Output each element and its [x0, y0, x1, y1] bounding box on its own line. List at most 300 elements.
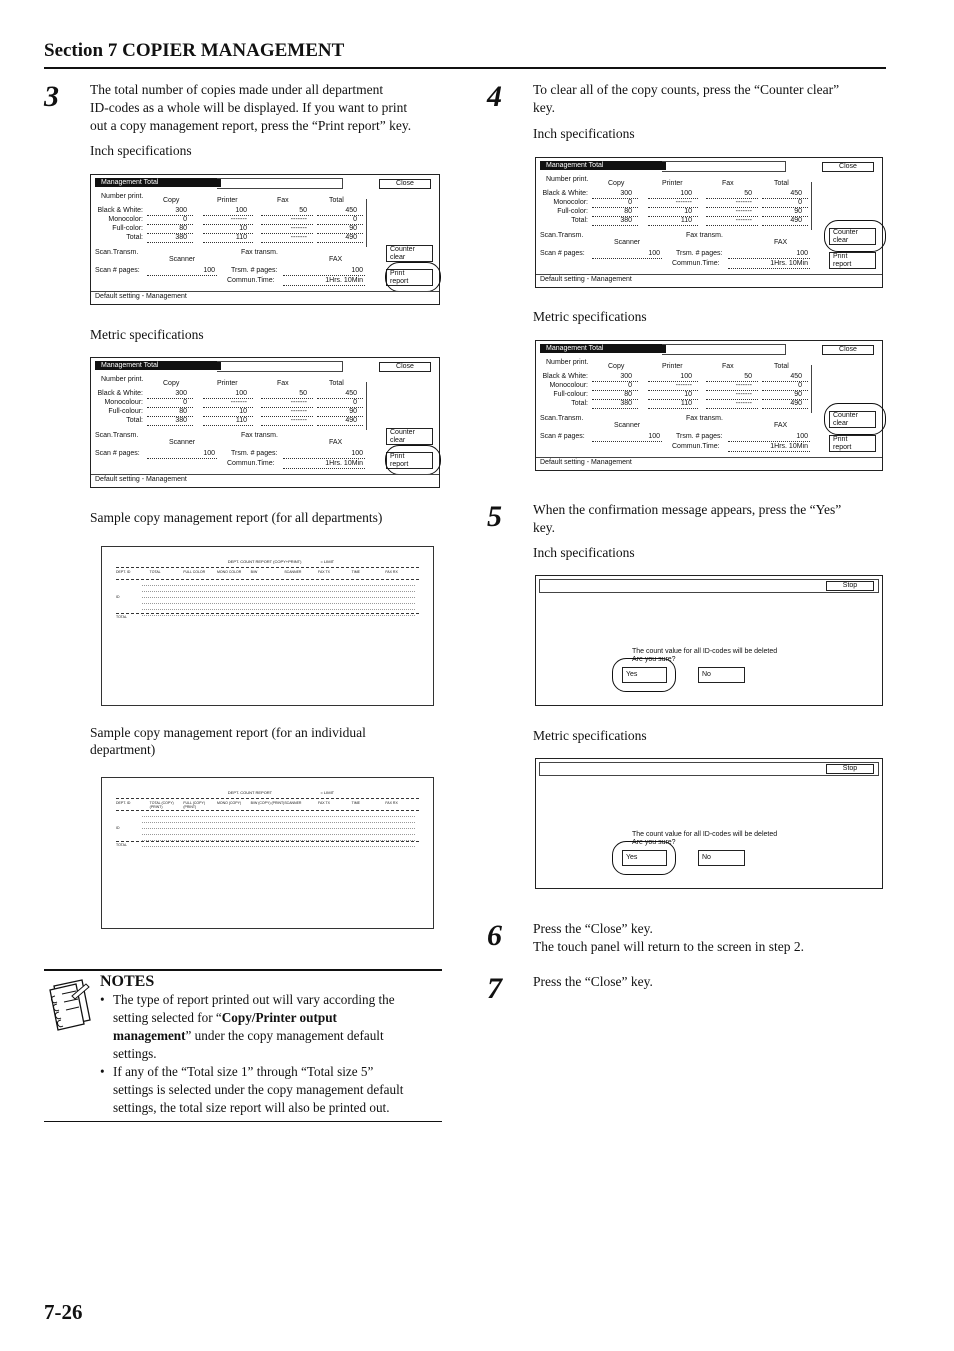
row-mono-copy-value: 0 — [628, 199, 632, 206]
no-button[interactable]: No — [698, 850, 745, 866]
step-4-metric-label: Metric specifications — [533, 309, 647, 324]
row-total-printer-value: 110 — [680, 217, 692, 224]
row-total-copy-dotline — [147, 425, 193, 426]
report-legend: = LIMIT — [320, 790, 335, 795]
stop-button[interactable]: Stop — [826, 764, 874, 774]
commun-time-label: Commun.Time: — [672, 443, 720, 450]
management-total-panel-metric-step3 — [90, 357, 440, 488]
row-total-fax-value: ------- — [290, 234, 307, 241]
row-total-printer-dotline — [203, 425, 253, 426]
counter-clear-button[interactable] — [386, 245, 433, 262]
row-total-copy-value: 380 — [620, 217, 632, 224]
row-mono-label: Monocolour: — [104, 399, 143, 406]
commun-time-value: 1Hrs. 10Min — [770, 443, 808, 450]
row-total-total-dotline — [317, 425, 363, 426]
report-column-header: FAX TX — [318, 570, 330, 574]
scan-pages-label: Scan # pages: — [540, 250, 585, 257]
row-total-fax-dotline — [706, 408, 758, 409]
row-mono-total-value: 0 — [798, 199, 802, 206]
row-mono-copy-value: 0 — [183, 216, 187, 223]
report-columns-rule — [116, 579, 419, 580]
step-4-text — [533, 81, 839, 117]
notes-title: NOTES — [100, 973, 155, 990]
sample-individual-label-line-1: Sample copy management report (for an individual — [90, 725, 366, 740]
row-bw-fax-value: 50 — [299, 390, 307, 397]
counter-clear-highlight — [824, 403, 886, 435]
row-mono-printer-value: ------- — [230, 216, 247, 223]
step-5-text — [533, 501, 841, 537]
commun-time-dotline — [283, 468, 365, 469]
report-data-row — [142, 585, 415, 586]
report-column-header: TOTAL (COPY) (PRINT) — [149, 801, 174, 809]
row-bw-fax-value: 50 — [299, 207, 307, 214]
notes-bottom-rule — [44, 1121, 442, 1122]
sample-individual-label-line-2: department) — [90, 742, 156, 757]
counter-clear-line-2: clear — [833, 237, 849, 244]
row-total-printer-dotline — [203, 242, 253, 243]
counter-clear-line-1: Counter — [833, 412, 858, 419]
notes-top-rule — [44, 969, 442, 971]
counter-clear-line-2: clear — [833, 420, 849, 427]
confirm-message: The count value for all ID-codes will be deleted — [632, 648, 778, 655]
title-bar-extension — [662, 344, 786, 355]
report-column-header: B/W (COPY) (PRINT) — [250, 801, 285, 805]
row-mono-label: Monocolor: — [108, 216, 143, 223]
print-report-line-1: Print — [390, 270, 405, 277]
scan-pages-label: Scan # pages: — [95, 450, 140, 457]
commun-time-dotline — [283, 285, 365, 286]
scan-pages-dotline — [147, 458, 217, 459]
col-printer: Printer — [662, 180, 683, 187]
report-data-row — [142, 834, 415, 835]
step-4-inch-label: Inch specifications — [533, 126, 635, 141]
row-bw-printer-value: 100 — [680, 373, 692, 380]
notes-b1-line-2 — [113, 1009, 445, 1027]
number-print-label: Number print. — [546, 176, 589, 183]
yes-button[interactable]: Yes — [622, 667, 667, 683]
step-4-number: 4 — [487, 80, 502, 113]
notes-bullet-2 — [100, 1063, 445, 1117]
row-mono-total-value: 0 — [353, 399, 357, 406]
row-full-printer-value: 10 — [684, 208, 692, 215]
report-column-header: SCANNER — [284, 801, 302, 805]
stop-button[interactable]: Stop — [826, 581, 874, 591]
trsm-pages-dotline — [283, 458, 365, 459]
row-total-printer-dotline — [648, 225, 698, 226]
row-mono-fax-value: ------- — [290, 216, 307, 223]
trsm-pages-label: Trsm. # pages: — [676, 433, 723, 440]
report-column-header: MONO (COPY) — [217, 801, 242, 805]
row-full-total-value: 90 — [349, 225, 357, 232]
fax-label: FAX — [774, 422, 788, 429]
print-report-button[interactable] — [829, 435, 876, 452]
row-bw-copy-value: 300 — [620, 373, 632, 380]
step-3-metric-label: Metric specifications — [90, 327, 204, 342]
management-total-panel-inch-step4 — [535, 157, 883, 288]
close-button[interactable]: Close — [379, 179, 431, 189]
print-report-line-2: report — [390, 461, 409, 468]
report-total-label: TOTAL — [116, 843, 127, 847]
row-total-label: Total: — [126, 234, 143, 241]
print-report-line-1: Print — [390, 453, 405, 460]
row-bw-printer-value: 100 — [680, 190, 692, 197]
row-total-total-dotline — [317, 242, 363, 243]
title-bar-extension — [662, 161, 786, 172]
management-total-panel-inch-step3 — [90, 174, 440, 305]
row-total-fax-value: ------- — [735, 217, 752, 224]
fax-transm-label: Fax transm. — [241, 432, 278, 439]
report-row-label: ID — [116, 826, 120, 830]
report-heading: DEPT. COUNT REPORT (COPY+PRINT) — [227, 559, 302, 564]
row-bw-label: Black & White: — [542, 373, 588, 380]
print-report-button[interactable] — [829, 252, 876, 269]
col-total: Total — [774, 363, 789, 370]
row-total-copy-value: 380 — [620, 400, 632, 407]
fax-transm-label: Fax transm. — [241, 249, 278, 256]
row-full-fax-value: ------- — [290, 408, 307, 415]
footer-divider — [91, 291, 439, 292]
scan-pages-dotline — [147, 275, 217, 276]
scanner-label: Scanner — [169, 256, 196, 263]
row-full-printer-value: 10 — [239, 408, 247, 415]
row-mono-fax-value: ------- — [290, 399, 307, 406]
notes-b2-line-1: If any of the “Total size 1” through “Total size 5” — [113, 1064, 374, 1079]
row-total-fax-value: ------- — [735, 400, 752, 407]
close-button[interactable]: Close — [822, 345, 874, 355]
row-mono-label: Monocolour: — [549, 382, 588, 389]
report-column-header: FAX TX — [318, 801, 330, 805]
fax-label: FAX — [329, 439, 343, 446]
footer-label: Default setting - Management — [540, 276, 632, 283]
notes-b2-line-3: settings, the total size report will also be printed out. — [113, 1100, 390, 1115]
row-total-total-value: 490 — [790, 217, 802, 224]
step-3-line-1: The total number of copies made under all department — [90, 82, 384, 97]
trsm-pages-value: 100 — [796, 250, 808, 257]
row-mono-total-value: 0 — [353, 216, 357, 223]
number-print-label: Number print. — [101, 193, 144, 200]
row-full-copy-value: 80 — [624, 391, 632, 398]
col-total: Total — [774, 180, 789, 187]
row-mono-printer-value: ------- — [230, 399, 247, 406]
title-bar-extension — [217, 178, 343, 189]
col-fax: Fax — [722, 180, 734, 187]
report-column-header: TIME — [351, 801, 361, 805]
footer-divider — [91, 474, 439, 475]
print-report-line-2: report — [833, 261, 852, 268]
step-6-number: 6 — [487, 919, 502, 952]
footer-label: Default setting - Management — [95, 293, 187, 300]
row-full-label: Full-colour: — [108, 408, 143, 415]
row-full-label: Full-color: — [557, 208, 588, 215]
row-bw-label: Black & White: — [97, 207, 143, 214]
footer-label: Default setting - Management — [95, 476, 187, 483]
row-bw-copy-value: 300 — [175, 390, 187, 397]
step-3-inch-label: Inch specifications — [90, 143, 192, 158]
report-column-header: TIME — [351, 570, 361, 574]
notes-b1-line-4: settings. — [113, 1046, 157, 1061]
row-full-copy-value: 80 — [179, 408, 187, 415]
fax-label: FAX — [774, 239, 788, 246]
yes-highlight — [612, 841, 676, 875]
row-total-copy-dotline — [592, 408, 638, 409]
step-5-number: 5 — [487, 500, 502, 533]
report-total-rule — [116, 613, 419, 614]
report-data-row — [142, 603, 415, 604]
commun-time-value: 1Hrs. 10Min — [325, 277, 363, 284]
counter-clear-button[interactable] — [386, 428, 433, 445]
step-3-text — [90, 81, 411, 135]
report-column-header: FULL (COPY) (PRINT) — [183, 801, 205, 809]
col-fax: Fax — [277, 197, 289, 204]
row-bw-printer-value: 100 — [235, 390, 247, 397]
row-bw-total-value: 450 — [790, 190, 802, 197]
confirm-message: The count value for all ID-codes will be deleted — [632, 831, 778, 838]
header-rule — [44, 67, 886, 69]
number-print-label: Number print. — [546, 359, 589, 366]
report-header-rule — [116, 567, 419, 568]
step-3-number: 3 — [44, 80, 59, 113]
column-divider — [366, 199, 367, 247]
commun-time-label: Commun.Time: — [227, 460, 275, 467]
step-5-line-1: When the confirmation message appears, press the “Yes” — [533, 502, 842, 517]
row-total-fax-value: ------- — [290, 417, 307, 424]
scan-transm-label: Scan.Transm. — [95, 249, 139, 256]
report-row-label: ID — [116, 595, 120, 599]
row-full-total-value: 90 — [794, 208, 802, 215]
scan-transm-label: Scan.Transm. — [540, 415, 584, 422]
notes-b1-l2-bold: Copy/Printer output — [221, 1010, 337, 1025]
col-total: Total — [329, 380, 344, 387]
step-6-line-2: The touch panel will return to the screen in step 2. — [533, 939, 805, 954]
col-copy: Copy — [608, 363, 625, 370]
bullet-glyph: • — [100, 1064, 105, 1079]
counter-clear-line-1: Counter — [390, 429, 415, 436]
row-total-copy-dotline — [147, 242, 193, 243]
counter-clear-line-1: Counter — [390, 246, 415, 253]
report-data-row — [142, 591, 415, 592]
notes-bullet-1 — [100, 991, 445, 1063]
row-total-total-dotline — [762, 408, 808, 409]
confirm-delete-panel-metric — [535, 758, 883, 889]
scan-pages-label: Scan # pages: — [540, 433, 585, 440]
print-report-line-1: Print — [833, 436, 848, 443]
scan-pages-value: 100 — [648, 433, 660, 440]
row-full-label: Full-colour: — [553, 391, 588, 398]
scanner-label: Scanner — [614, 422, 641, 429]
report-total-label: TOTAL — [116, 615, 127, 620]
close-button[interactable]: Close — [379, 362, 431, 372]
row-full-printer-value: 10 — [239, 225, 247, 232]
trsm-pages-value: 100 — [796, 433, 808, 440]
col-printer: Printer — [217, 197, 238, 204]
page-number: 7-26 — [44, 1300, 83, 1324]
scan-pages-value: 100 — [203, 267, 215, 274]
title-bar-extension — [217, 361, 343, 372]
trsm-pages-dotline — [728, 258, 810, 259]
close-button[interactable]: Close — [822, 162, 874, 172]
report-data-row — [142, 816, 415, 817]
scan-pages-dotline — [592, 441, 662, 442]
report-column-header: FULL COLOR — [183, 570, 206, 574]
row-full-label: Full-color: — [112, 225, 143, 232]
report-data-row — [142, 846, 415, 847]
row-total-copy-dotline — [592, 225, 638, 226]
report-data-row — [142, 822, 415, 823]
scan-transm-label: Scan.Transm. — [540, 232, 584, 239]
bullet-glyph: • — [100, 992, 105, 1007]
row-bw-copy-value: 300 — [620, 190, 632, 197]
row-mono-printer-value: ------- — [675, 382, 692, 389]
fax-transm-label: Fax transm. — [686, 415, 723, 422]
scan-pages-value: 100 — [203, 450, 215, 457]
notes-list — [100, 991, 445, 1117]
row-bw-total-value: 450 — [345, 207, 357, 214]
step-5-line-2: key. — [533, 520, 555, 535]
print-report-line-2: report — [833, 444, 852, 451]
print-report-line-2: report — [390, 278, 409, 285]
report-data-row — [142, 609, 415, 610]
scanner-label: Scanner — [169, 439, 196, 446]
step-5-metric-label: Metric specifications — [533, 728, 647, 743]
commun-time-label: Commun.Time: — [672, 260, 720, 267]
counter-clear-line-1: Counter — [833, 229, 858, 236]
row-mono-copy-value: 0 — [183, 399, 187, 406]
column-divider — [811, 182, 812, 230]
step-3-line-3: out a copy management report, press the “Print report” key. — [90, 118, 412, 133]
row-total-copy-value: 380 — [175, 417, 187, 424]
notes-notepad-icon — [46, 976, 94, 1032]
footer-label: Default setting - Management — [540, 459, 632, 466]
number-print-label: Number print. — [101, 376, 144, 383]
step-6-text — [533, 920, 804, 956]
row-mono-copy-value: 0 — [628, 382, 632, 389]
report-column-header: DEPT. ID — [116, 570, 131, 574]
notes-b1-line-1: The type of report printed out will vary according the — [113, 992, 395, 1007]
report-data-row — [142, 828, 415, 829]
panel-title: Management Total — [540, 344, 666, 353]
report-data-row — [142, 615, 415, 616]
report-header-rule — [116, 798, 419, 799]
panel-title: Management Total — [540, 161, 666, 170]
row-total-total-value: 490 — [345, 417, 357, 424]
col-copy: Copy — [163, 197, 180, 204]
report-heading: DEPT. COUNT REPORT — [227, 790, 273, 795]
confirm-delete-panel-inch — [535, 575, 883, 706]
row-bw-printer-value: 100 — [235, 207, 247, 214]
sample-individual-label — [90, 724, 366, 758]
column-divider — [811, 365, 812, 413]
trsm-pages-dotline — [728, 441, 810, 442]
notes-b1-l3-bold: management — [113, 1028, 186, 1043]
col-printer: Printer — [217, 380, 238, 387]
scan-transm-label: Scan.Transm. — [95, 432, 139, 439]
row-total-total-value: 490 — [345, 234, 357, 241]
sample-all-label: Sample copy management report (for all departments) — [90, 510, 383, 525]
step-4-line-2: key. — [533, 100, 555, 115]
row-mono-total-value: 0 — [798, 382, 802, 389]
commun-time-label: Commun.Time: — [227, 277, 275, 284]
trsm-pages-value: 100 — [351, 267, 363, 274]
row-full-total-value: 90 — [794, 391, 802, 398]
row-total-label: Total: — [571, 217, 588, 224]
report-column-header: TOTAL — [149, 570, 161, 574]
fax-transm-label: Fax transm. — [686, 232, 723, 239]
yes-highlight — [612, 658, 676, 692]
row-total-label: Total: — [126, 417, 143, 424]
row-total-printer-dotline — [648, 408, 698, 409]
row-mono-fax-value: ------- — [735, 199, 752, 206]
col-copy: Copy — [163, 380, 180, 387]
col-fax: Fax — [722, 363, 734, 370]
report-column-header: FAX RX — [385, 801, 398, 805]
report-column-header: FAX RX — [385, 570, 398, 574]
row-bw-label: Black & White: — [542, 190, 588, 197]
row-total-label: Total: — [571, 400, 588, 407]
row-bw-label: Black & White: — [97, 390, 143, 397]
col-total: Total — [329, 197, 344, 204]
step-4-line-1: To clear all of the copy counts, press the “Counter clear” — [533, 82, 840, 97]
report-column-header: SCANNER — [284, 570, 302, 574]
row-bw-fax-value: 50 — [744, 373, 752, 380]
row-total-fax-dotline — [261, 242, 313, 243]
row-full-copy-value: 80 — [624, 208, 632, 215]
step-3-line-2: ID-codes as a whole will be displayed. If you want to print — [90, 100, 408, 115]
section-title: Section 7 COPIER MANAGEMENT — [44, 40, 345, 61]
panel-title: Management Total — [95, 178, 221, 187]
confirm-question: Are you sure? — [632, 839, 676, 846]
row-full-fax-value: ------- — [735, 208, 752, 215]
row-total-total-value: 490 — [790, 400, 802, 407]
no-button[interactable]: No — [698, 667, 745, 683]
trsm-pages-dotline — [283, 275, 365, 276]
counter-clear-line-2: clear — [390, 254, 406, 261]
commun-time-dotline — [728, 451, 810, 452]
row-total-fax-dotline — [261, 425, 313, 426]
row-bw-fax-value: 50 — [744, 190, 752, 197]
yes-button[interactable]: Yes — [622, 850, 667, 866]
row-total-printer-value: 110 — [235, 234, 247, 241]
trsm-pages-label: Trsm. # pages: — [676, 250, 723, 257]
col-copy: Copy — [608, 180, 625, 187]
row-mono-label: Monocolor: — [553, 199, 588, 206]
scan-pages-label: Scan # pages: — [95, 267, 140, 274]
row-bw-total-value: 450 — [790, 373, 802, 380]
print-report-line-1: Print — [833, 253, 848, 260]
notes-b1-l2-pre: setting selected for “ — [113, 1010, 222, 1025]
col-printer: Printer — [662, 363, 683, 370]
commun-time-value: 1Hrs. 10Min — [325, 460, 363, 467]
row-total-total-dotline — [762, 225, 808, 226]
trsm-pages-value: 100 — [351, 450, 363, 457]
row-total-fax-dotline — [706, 225, 758, 226]
step-7-text: Press the “Close” key. — [533, 974, 653, 989]
step-7-number: 7 — [487, 972, 502, 1005]
report-column-header: MONO COLOR — [217, 570, 242, 574]
scanner-label: Scanner — [614, 239, 641, 246]
row-full-fax-value: ------- — [735, 391, 752, 398]
step-6-line-1: Press the “Close” key. — [533, 921, 653, 936]
footer-divider — [536, 457, 882, 458]
notes-b2-line-2: settings is selected under the copy management default — [113, 1082, 404, 1097]
row-mono-printer-value: ------- — [675, 199, 692, 206]
report-data-row — [142, 597, 415, 598]
sample-report-individual-department — [101, 777, 434, 929]
trsm-pages-label: Trsm. # pages: — [231, 450, 278, 457]
sample-report-all-departments — [101, 546, 434, 706]
scan-pages-value: 100 — [648, 250, 660, 257]
fax-label: FAX — [329, 256, 343, 263]
panel-title: Management Total — [95, 361, 221, 370]
